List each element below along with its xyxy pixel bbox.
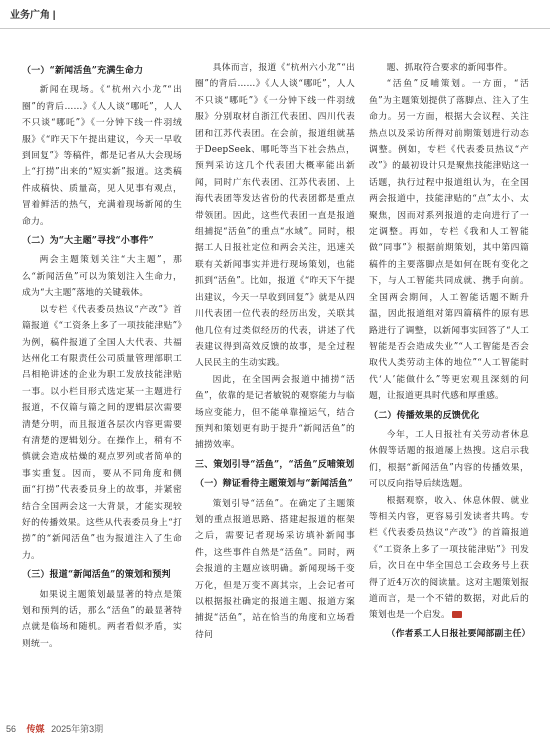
- section-heading: （二）为“大主题”寻找“小事件”: [22, 236, 154, 247]
- body-paragraph: “活鱼”反哺策划。一方面，“活鱼”为主题策划提供了落脚点、注入了生命力。另一方面，根据大会议程、关注热点以及采访所得对前期策划进行动态调整。例如，专栏《代表委员热议“产改”》的最初设计只是聚焦技能津贴这一话题，执行过程中报道组认为，在全国两会报道中，技能津贴的“点”太小、太聚焦，因而对系列报道的走向进行了一定调整。再如，专栏《我和人工智能做“同事”》根据前期策划，其中第四篇稿件的主要落脚点是如何在既有变化之下，与人工智能共同成就、携手向前。全国两会期间，人工智能话题不断升温，因此报道组对第四篇稿件的原有思路进行了调整，以新闻事实回答了“人工智能是否会造成失业”“人工智能是否会取代人类劳动主体的地位”“人工智能时代‘人’能做什么”等更宏观且深刻的问题，让报道更具时代感和厚重感。: [369, 79, 529, 402]
- section-heading: （二）传播效果的反馈优化: [369, 410, 480, 421]
- section-heading: （三）报道“新闻活鱼”的策划和预判: [22, 570, 171, 581]
- section-heading: （一）“新闻活鱼”充满生命力: [22, 66, 144, 76]
- body-paragraph: 因此，在全国两会报道中捕捞“活鱼”，依靠的是记者敏锐的观察能力与临场应变能力，但不能单靠撞运气，结合预判和策划更有助于提升“新闻活鱼”的捕捞效率。: [195, 374, 355, 451]
- section-heading: 三、策划引导“活鱼”，“活鱼”反哺策划: [195, 459, 355, 470]
- column-3: [369, 60, 529, 642]
- end-mark-icon: [452, 611, 462, 618]
- author-note: （作者系工人日报社要闻部副主任）: [386, 628, 531, 639]
- page-footer: [6, 722, 103, 735]
- body-paragraph: 如果说主题策划最显著的特点是策划和预判的话，那么“活鱼”的最显著特点就是临场和随机。两者看似矛盾，实则统一。: [22, 589, 182, 649]
- body-paragraph: 题、抓取符合要求的新闻事件。: [386, 63, 513, 73]
- section-heading: （一）辩证看待主题策划与“新闻活鱼”: [195, 479, 353, 490]
- column-1: [22, 60, 182, 652]
- body-paragraph: 今年，工人日报社有关劳动者休息休假等话题的报道屡上热搜。这启示我们，根据“新闻活鱼”内容的传播效果，可以反向指导后续选题。: [369, 429, 529, 490]
- body-paragraph: 具体而言，报道《“杭州六小龙”“出圈”的背后……》《人人谈“哪吒”，人人不只谈“哪吒”》《一分钟下线一件羽绒服》分别取材自浙江代表团、四川代表团和江苏代表团。在会前，报道组就基于DeepSeek、哪吒等当下社会热点，预判采访这几个代表团大概率能出新闻，同时广东代表团、江苏代表团、上海代表团等发达省份的代表团都是重点带领团。因此，这些代表团一直是报道组捕捉“活鱼”的重点“水域”。同时，根据工人日报社定位和两会关注，迅速关联有关新闻事实并进行现场策划，也能抓到“活鱼”。比如，报道《“昨天下午提出建议，今天一早收到回复”》就是从四川代表团一位代表的经历出发，关联其他几位有过类似经历的代表，讲述了代表建议得到高效反馈的故事，是全过程人民民主的生动实践。: [195, 63, 355, 369]
- body-paragraph: 两会主题策划关注“大主题”，那么“新闻活鱼”可以为策划注入生命力，成为“大主题”落地的关键载体。: [22, 255, 182, 299]
- body-paragraph: 根据观察，收入、休息休假、就业等相关内容，更容易引发读者共鸣。专栏《代表委员热议“产改”》的首篇报道《“工资条上多了一项技能津贴”》刊发后，次日在中华全国总工会政务号上获得了近4万次的阅读量。这对主题策划报道而言，是一个不错的数据，对此后的策划也是一个启发。: [369, 495, 529, 621]
- issue-label: 2025年第3期: [51, 724, 104, 734]
- page-number: 56: [6, 724, 17, 734]
- body-paragraph: 以专栏《代表委员热议“产改”》首篇报道《“工资条上多了一项技能津贴”》为例，稿件报道了全国人大代表、共福达州化工有限责任公司质量管理部职工吕相艳讲述的企业为职工发放技能津贴一事。以小栏目形式选定某一主题进行报道，不仅篇与篇之间的逻辑层次需要清楚分明，而且报道各层次内容更需要有清楚的逻辑划分。在操作上，稍有不慎就会造成枯燥的观点罗列或者简单的事实重复。因而，要从不同角度和侧面“打捞”代表委员身上的故事，并紧密结合全国两会这一大背景，才能实现较好的传播效果。这些从代表委员身上“打捞”的“新闻活鱼”也为报道注入了生命力。: [22, 304, 182, 561]
- magazine-logo: 传媒: [26, 725, 45, 735]
- body-paragraph: 策划引导“活鱼”。在确定了主题策划的重点报道思路、搭建起报道的框架之后，需要记者现场采访填补新闻事件，这些事件自然是“活鱼”。同时，两会报道的主题应该明确。新闻现场千变万化，但是万变不离其宗，上会记者可以根据报社确定的报道主题、报道方案捕捉“活鱼”，站在恰当的角度和立场看待问: [195, 498, 355, 640]
- header-divider: [0, 28, 550, 29]
- section-header: 业务广角 |: [10, 10, 56, 21]
- column-2: [195, 60, 355, 643]
- body-paragraph: 新闻在现场。《“杭州六小龙”“出圈”的背后……》《人人谈“哪吒”，人人不只谈“哪吒”》《一分钟下线一件羽绒服》《“昨天下午提出建议，今天一早收到回复”》等稿件，都是记者从大会现场上“打捞”出来的“短实新”报道。这类稿件成稿快、质量高，见人见事有观点，冒着鲜活的热气，充满着现场新闻的生命力。: [22, 85, 182, 227]
